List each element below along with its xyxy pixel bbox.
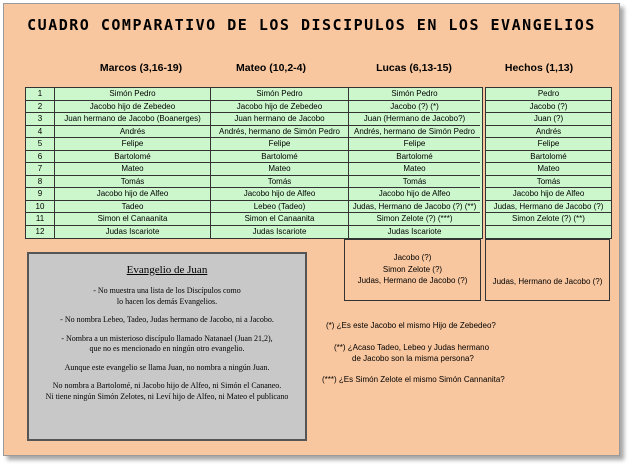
juan-paragraph <box>29 286 305 307</box>
lucas-extra-item: Simon Zelote (?) <box>382 264 443 274</box>
lucas-extra-item: Judas, Hermano de Jacobo (?) <box>357 276 468 285</box>
table-row <box>486 101 611 114</box>
note-2-line: (**) ¿Acaso Tadeo, Lebeo y Judas hermano <box>334 343 490 352</box>
cell-hechos: Bartolomé <box>486 151 611 164</box>
cell-lucas: Simon Zelote (?) (***) <box>349 213 480 226</box>
row-number: 6 <box>26 151 55 164</box>
hechos-extra-item: Judas, Hermano de Jacobo (?) <box>492 277 603 286</box>
cell-hechos: Felipe <box>486 138 611 151</box>
row-number: 7 <box>26 163 55 176</box>
cell-mateo: Simon el Canaanita <box>211 213 349 226</box>
column-header-hechos: Hechos (1,13) <box>504 62 574 74</box>
table-row <box>486 213 611 226</box>
cell-hechos: Tomás <box>486 176 611 189</box>
row-number: 3 <box>26 113 55 126</box>
cell-mateo: Mateo <box>211 163 349 176</box>
disciples-table <box>25 87 483 239</box>
juan-line: - No muestra una lista de los Discípulos como <box>93 286 241 295</box>
cell-hechos: Andrés <box>486 126 611 139</box>
cell-marcos: Jacobo hijo de Zebedeo <box>55 101 211 114</box>
table-row <box>26 188 482 201</box>
cell-hechos: Simon Zelote (?) (**) <box>486 213 611 226</box>
table-row <box>486 226 611 239</box>
cell-mateo: Tomás <box>211 176 349 189</box>
page-frame <box>3 3 620 456</box>
cell-lucas: Judas, Hermano de Jacobo (?) (**) <box>349 201 480 214</box>
note-1: (*) ¿Es este Jacobo el mismo Hijo de Zebedeo? <box>326 321 496 330</box>
cell-lucas: Juan (Hermano de Jacobo?) <box>349 113 480 126</box>
table-row <box>486 138 611 151</box>
cell-lucas: Mateo <box>349 163 480 176</box>
hechos-table <box>485 87 612 239</box>
table-row <box>486 126 611 139</box>
juan-line: Aunque este evangelio se llama Juan, no nombra a ningún Juan. <box>64 362 270 372</box>
cell-hechos: Jacobo hijo de Alfeo <box>486 188 611 201</box>
cell-marcos: Simón Pedro <box>55 88 211 101</box>
cell-mateo: Andrés, hermano de Simón Pedro <box>211 126 349 139</box>
table-row <box>26 176 482 189</box>
cell-marcos: Juan hermano de Jacobo (Boanerges) <box>55 113 211 126</box>
note-3: (***) ¿Es Simón Zelote el mismo Simón Cannanita? <box>322 375 505 384</box>
juan-line: - No nombra Lebeo, Tadeo, Judas hermano de Jacobo, ni a Jacobo. <box>60 315 274 324</box>
cell-hechos: Juan (?) <box>486 113 611 126</box>
juan-title: Evangelio de Juan <box>126 264 208 276</box>
cell-marcos: Judas Iscariote <box>55 226 211 239</box>
note-2-line: de Jacobo son la misma persona? <box>352 354 474 363</box>
table-row <box>486 151 611 164</box>
juan-line: Ni tiene ningún Simón Zelotes, ni Leví hijo de Alfeo, ni Mateo el publicano <box>45 391 289 401</box>
cell-mateo: Juan hermano de Jacobo <box>211 113 349 126</box>
table-row <box>486 163 611 176</box>
table-row <box>26 201 482 214</box>
cell-mateo: Bartolomé <box>211 151 349 164</box>
cell-hechos <box>486 226 611 239</box>
cell-marcos: Tomás <box>55 176 211 189</box>
cell-lucas: Jacobo hijo de Alfeo <box>349 188 480 201</box>
cell-marcos: Bartolomé <box>55 151 211 164</box>
cell-lucas: Felipe <box>349 138 480 151</box>
cell-lucas: Bartolomé <box>349 151 480 164</box>
hechos-extra-box <box>485 239 610 301</box>
table-row <box>26 138 482 151</box>
cell-mateo: Jacobo hijo de Zebedeo <box>211 101 349 114</box>
juan-box <box>27 252 307 441</box>
row-number: 8 <box>26 176 55 189</box>
cell-mateo: Simón Pedro <box>211 88 349 101</box>
cell-marcos: Simon el Canaanita <box>55 213 211 226</box>
table-row <box>26 226 482 239</box>
table-row <box>486 188 611 201</box>
juan-paragraph <box>29 363 305 374</box>
note-2 <box>334 342 489 364</box>
table-row <box>26 101 482 114</box>
page-title: CUADRO COMPARATIVO DE LOS DISCIPULOS EN LOS EVANGELIOS <box>27 16 596 34</box>
table-row <box>26 126 482 139</box>
table-row <box>486 176 611 189</box>
table-row <box>26 88 482 101</box>
lucas-extra-item: Jacobo (?) <box>393 253 432 262</box>
table-row <box>26 213 482 226</box>
cell-hechos: Mateo <box>486 163 611 176</box>
row-number: 4 <box>26 126 55 139</box>
juan-line: - Nombra a un misterioso discípulo llamado Natanael (Juan 21,2), <box>61 333 273 343</box>
row-number: 11 <box>26 213 55 226</box>
cell-hechos: Pedro <box>486 88 611 101</box>
table-row <box>26 163 482 176</box>
cell-hechos: Jacobo (?) <box>486 101 611 114</box>
row-number: 5 <box>26 138 55 151</box>
juan-paragraph <box>29 334 305 355</box>
cell-marcos: Tadeo <box>55 201 211 214</box>
cell-marcos: Felipe <box>55 138 211 151</box>
row-number: 2 <box>26 101 55 114</box>
cell-marcos: Andrés <box>55 126 211 139</box>
cell-mateo: Judas Iscariote <box>211 226 349 239</box>
cell-lucas: Andrés, hermano de Simón Pedro <box>349 126 480 139</box>
table-row <box>26 151 482 164</box>
juan-line: lo hacen los demás Evangelios. <box>116 296 218 306</box>
row-number: 9 <box>26 188 55 201</box>
column-header-lucas: Lucas (6,13-15) <box>376 62 452 74</box>
row-number: 1 <box>26 88 55 101</box>
juan-paragraph <box>29 315 305 326</box>
cell-mateo: Lebeo (Tadeo) <box>211 201 349 214</box>
cell-lucas: Jacobo (?) (*) <box>349 101 480 114</box>
juan-line: No nombra a Bartolomé, ni Jacobo hijo de Alfeo, ni Simón el Cananeo. <box>52 381 282 390</box>
cell-hechos: Judas, Hermano de Jacobo (?) <box>486 201 611 214</box>
cell-mateo: Felipe <box>211 138 349 151</box>
cell-lucas: Judas Iscariote <box>387 226 442 236</box>
juan-line: que no es mencionado en ningún otro evangelio. <box>89 344 245 353</box>
cell-mateo: Jacobo hijo de Alfeo <box>211 188 349 201</box>
cell-marcos: Mateo <box>55 163 211 176</box>
cell-lucas: Tomás <box>349 176 480 189</box>
juan-paragraph <box>29 381 305 402</box>
row-number: 10 <box>26 201 55 214</box>
column-header-mateo: Mateo (10,2-4) <box>235 62 307 74</box>
cell-marcos: Jacobo hijo de Alfeo <box>55 188 211 201</box>
table-row <box>26 113 482 126</box>
table-row <box>486 201 611 214</box>
lucas-extra-box <box>344 239 481 301</box>
table-row <box>486 113 611 126</box>
column-header-marcos: Marcos (3,16-19) <box>99 62 183 74</box>
cell-lucas: Simón Pedro <box>349 88 480 101</box>
row-number: 12 <box>26 226 55 239</box>
table-row <box>486 88 611 101</box>
